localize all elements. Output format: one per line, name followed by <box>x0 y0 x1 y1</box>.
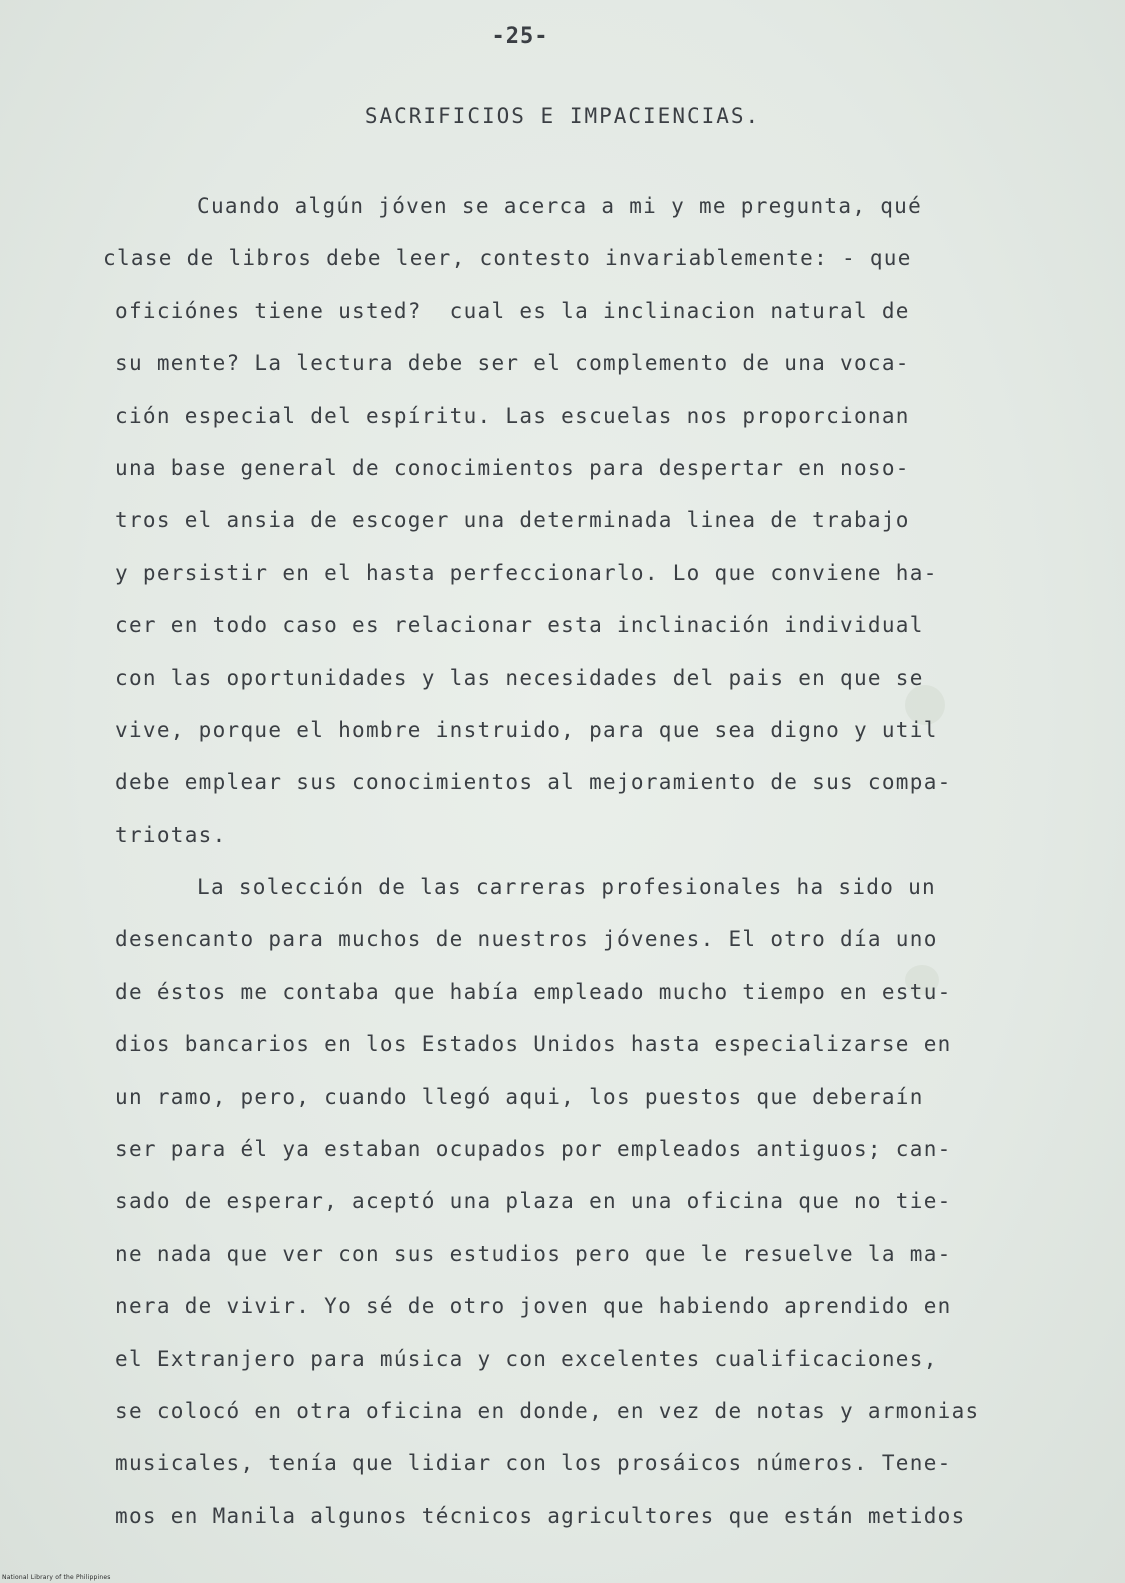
text-line: desencanto para muchos de nuestros jóvenes. El otro día uno <box>115 927 938 952</box>
text-line: oficiónes tiene usted? cual es la inclinacion natural de <box>115 298 910 323</box>
text-line: se colocó en otra oficina en donde, en vez de notas y armonias <box>115 1398 980 1423</box>
text-line: La solección de las carreras profesionales ha sido un <box>197 875 936 900</box>
text-line: de éstos me contaba que había empleado mucho tiempo en estu- <box>115 979 952 1004</box>
text-line: clase de libros debe leer, contesto invariablemente: - que <box>103 246 912 271</box>
body-text <box>103 180 1075 1542</box>
text-line: ser para él ya estaban ocupados por empleados antiguos; can- <box>115 1137 952 1162</box>
text-line: con las oportunidades y las necesidades del pais en que se <box>115 665 924 690</box>
text-line: ción especial del espíritu. Las escuelas nos proporcionan <box>115 403 910 428</box>
text-line: debe emplear sus conocimientos al mejoramiento de sus compa- <box>115 770 952 795</box>
text-line: vive, porque el hombre instruido, para que sea digno y util <box>115 717 938 742</box>
text-line: Cuando algún jóven se acerca a mi y me pregunta, qué <box>197 194 923 218</box>
text-line: cer en todo caso es relacionar esta inclinación individual <box>115 613 924 638</box>
text-line: nera de vivir. Yo sé de otro joven que habiendo aprendido en <box>115 1294 952 1319</box>
text-line: un ramo, pero, cuando llegó aqui, los puestos que deberaín <box>115 1084 924 1109</box>
text-line: su mente? La lectura debe ser el complemento de una voca- <box>115 351 910 376</box>
text-line: musicales, tenía que lidiar con los prosáicos números. Tene- <box>115 1451 952 1476</box>
text-line: y persistir en el hasta perfeccionarlo. Lo que conviene ha- <box>115 560 938 585</box>
footer-credit: National Library of the Philippines <box>2 1574 111 1581</box>
text-line: una base general de conocimientos para despertar en noso- <box>115 455 910 480</box>
text-line: ne nada que ver con sus estudios pero que le resuelve la ma- <box>115 1241 952 1266</box>
text-line: sado de esperar, aceptó una plaza en una oficina que no tie- <box>115 1189 952 1214</box>
text-line: dios bancarios en los Estados Unidos hasta especializarse en <box>115 1032 952 1057</box>
text-line: tros el ansia de escoger una determinada linea de trabajo <box>115 508 910 533</box>
text-line: el Extranjero para música y con excelentes cualificaciones, <box>115 1346 938 1371</box>
document-title: SACRIFICIOS E IMPACIENCIAS. <box>364 104 761 128</box>
page-number: -25- <box>491 24 549 49</box>
text-line: triotas. <box>115 822 227 847</box>
text-line: mos en Manila algunos técnicos agricultores que están metidos <box>115 1503 966 1528</box>
